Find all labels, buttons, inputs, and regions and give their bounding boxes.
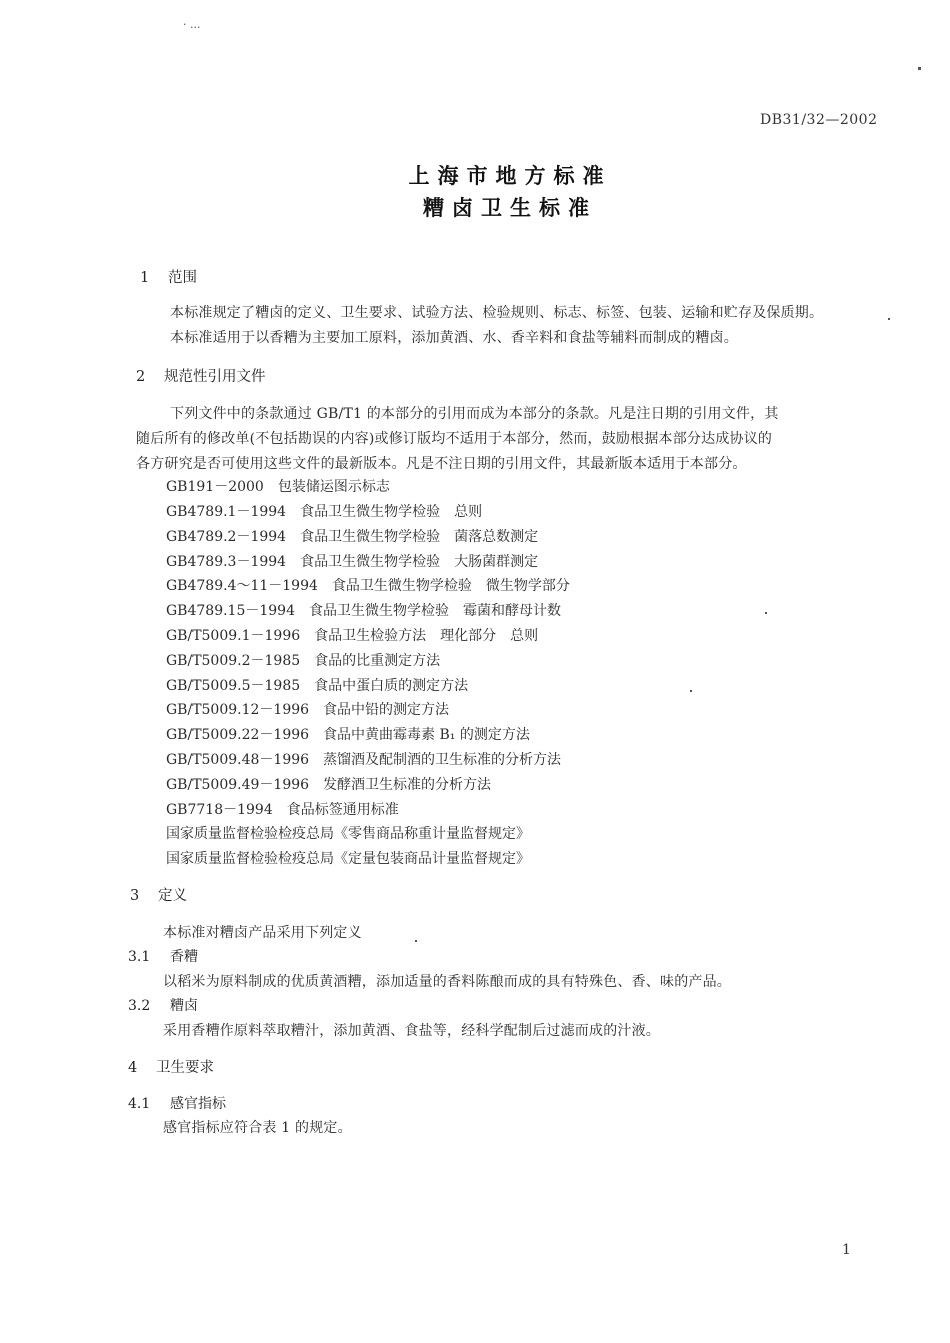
section-4-1-number: 4.1 (128, 1096, 151, 1112)
scan-speck (415, 940, 417, 942)
reference-item: 国家质量监督检验检疫总局《定量包装商品计量监督规定》 (166, 851, 530, 867)
reference-item: GB4789.15－1994 食品卫生微生物学检验 霉菌和酵母计数 (166, 603, 561, 619)
section-3-1-number: 3.1 (128, 949, 151, 965)
reference-item: GB4789.3－1994 食品卫生微生物学检验 大肠菌群测定 (166, 554, 539, 570)
scan-speck (690, 690, 692, 692)
section-3-1-title: 香糟 (170, 949, 198, 965)
section-3-2-paragraph: 采用香糟作原料萃取糟汁，添加黄酒、食盐等，经科学配制后过滤而成的汁液。 (163, 1023, 660, 1039)
section-3-number: 3 (130, 888, 140, 904)
reference-item: GB4789.1－1994 食品卫生微生物学检验 总则 (166, 504, 483, 520)
scan-speck (765, 612, 767, 614)
scan-speck (918, 67, 921, 70)
section-3-2-title: 糟卤 (170, 998, 198, 1014)
standard-code: DB31/32—2002 (760, 112, 878, 128)
section-3-1-paragraph: 以稻米为原料制成的优质黄酒糟，添加适量的香料陈酿而成的具有特殊色、香、味的产品。 (163, 974, 731, 990)
scan-speck (888, 318, 890, 320)
reference-item: GB/T5009.1－1996 食品卫生检验方法 理化部分 总则 (166, 628, 539, 644)
top-mark: · ... (183, 18, 201, 31)
reference-item: GB/T5009.12－1996 食品中铅的测定方法 (166, 702, 450, 718)
section-2-paragraph-line-3: 各方研究是否可使用这些文件的最新版本。凡是不注日期的引用文件，其最新版本适用于本部分。 (136, 456, 747, 472)
reference-item: GB/T5009.2－1985 食品的比重测定方法 (166, 653, 441, 669)
section-4-heading (128, 1056, 214, 1077)
section-4-1-heading (128, 1093, 226, 1113)
reference-item: GB4789.2－1994 食品卫生微生物学检验 菌落总数测定 (166, 529, 539, 545)
reference-item: GB/T5009.49－1996 发酵酒卫生标准的分析方法 (166, 777, 492, 793)
section-2-heading (136, 365, 266, 386)
page-number: 1 (842, 1242, 851, 1258)
reference-item: GB4789.4～11－1994 食品卫生微生物学检验 微生物学部分 (166, 578, 570, 594)
title-line-2: 糟卤卫生标准 (423, 195, 597, 220)
section-3-heading (130, 884, 187, 905)
section-4-1-paragraph: 感官指标应符合表 1 的规定。 (163, 1120, 352, 1136)
title-line-1: 上海市地方标准 (408, 163, 612, 188)
section-4-1-title: 感官指标 (170, 1096, 226, 1112)
section-1-title: 范围 (168, 270, 197, 286)
section-1-number: 1 (140, 270, 150, 286)
reference-item: GB191－2000 包装储运图示标志 (166, 479, 390, 495)
reference-item: GB/T5009.22－1996 食品中黄曲霉毒素 B₁ 的测定方法 (166, 727, 530, 743)
reference-item: GB7718－1994 食品标签通用标准 (166, 802, 399, 818)
section-4-title: 卫生要求 (156, 1060, 214, 1076)
section-2-number: 2 (136, 369, 146, 385)
reference-item: 国家质量监督检验检疫总局《零售商品称重计量监督规定》 (166, 826, 530, 842)
section-3-paragraph: 本标准对糟卤产品采用下列定义 (163, 925, 362, 941)
section-2-paragraph-line-1: 下列文件中的条款通过 GB/T1 的本部分的引用而成为本部分的条款。凡是注日期的引用文件，其 (170, 406, 779, 422)
section-3-1-heading (128, 946, 198, 966)
reference-item: GB/T5009.48－1996 蒸馏酒及配制酒的卫生标准的分析方法 (166, 752, 562, 768)
section-1-paragraph-2: 本标准适用于以香糟为主要加工原料，添加黄酒、水、香辛料和食盐等辅料而制成的糟卤。 (170, 330, 738, 346)
reference-item: GB/T5009.5－1985 食品中蛋白质的测定方法 (166, 678, 469, 694)
section-4-number: 4 (128, 1060, 138, 1076)
section-2-paragraph-line-2: 随后所有的修改单(不包括勘误的内容)或修订版均不适用于本部分，然而，鼓励根据本部分达成协议的 (136, 431, 773, 447)
section-2-title: 规范性引用文件 (164, 369, 266, 385)
section-1-paragraph-1: 本标准规定了糟卤的定义、卫生要求、试验方法、检验规则、标志、标签、包装、运输和贮存及保质期。 (170, 305, 824, 321)
section-1-heading (140, 266, 197, 287)
section-3-title: 定义 (158, 888, 187, 904)
section-3-2-heading (128, 995, 198, 1015)
section-3-2-number: 3.2 (128, 998, 151, 1014)
